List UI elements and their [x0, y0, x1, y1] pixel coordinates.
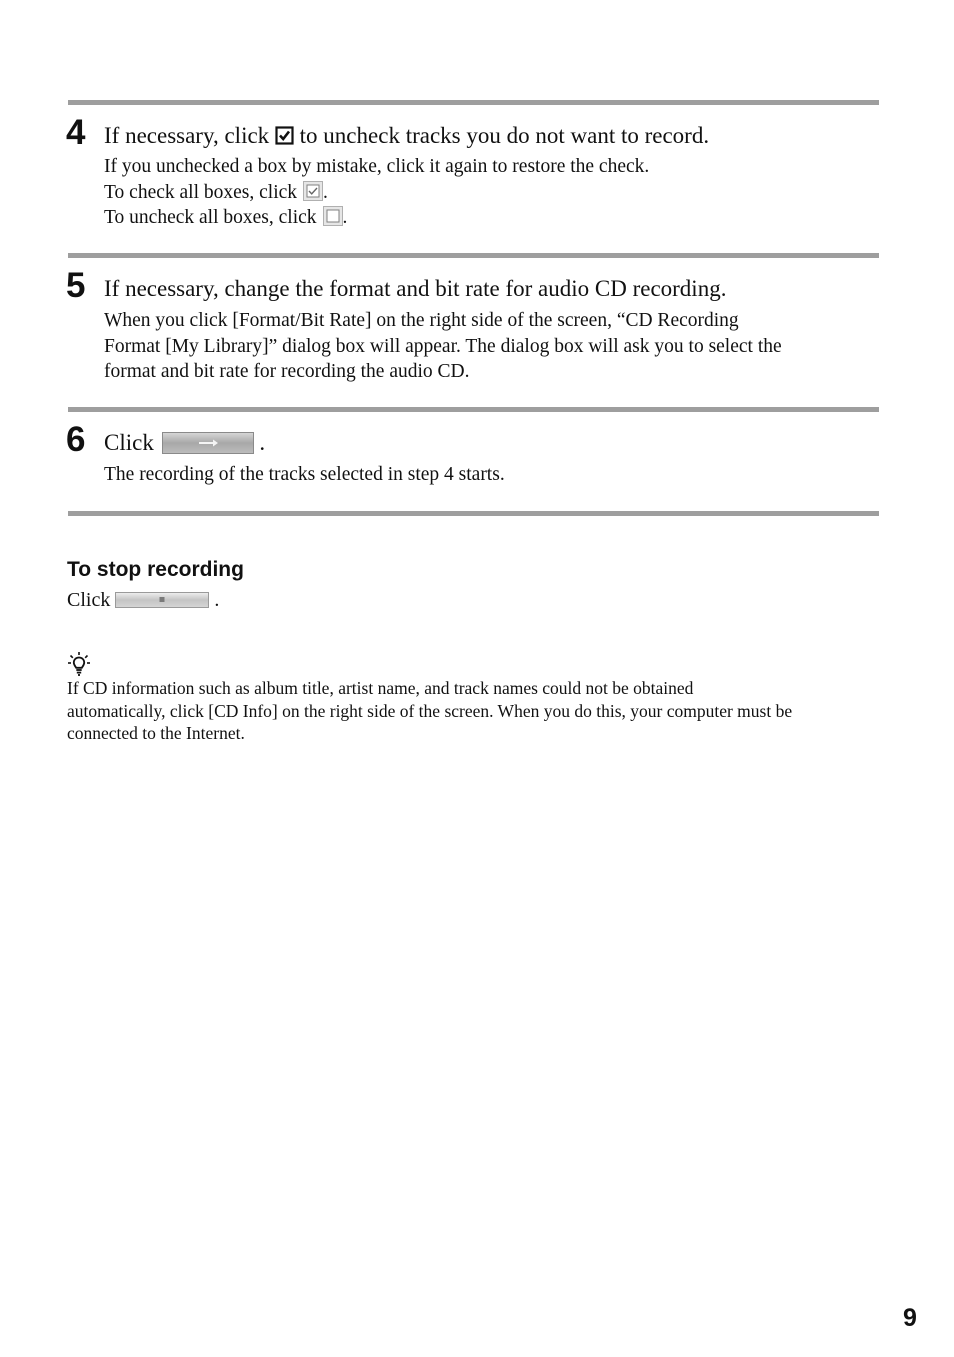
step-6-heading	[104, 429, 265, 457]
lightbulb-hint-icon	[67, 651, 91, 677]
tip-line-3: connected to the Internet.	[67, 723, 245, 744]
step-4-heading	[104, 122, 709, 150]
divider-after-step5	[68, 407, 879, 412]
stop-button-icon[interactable]	[115, 592, 209, 608]
step-5-line-2: Format [My Library]” dialog box will appear. The dialog box will ask you to select the	[104, 335, 782, 357]
step-6-heading-click: Click	[104, 430, 154, 455]
step-4-line-2: To check all boxes, click .	[104, 181, 328, 203]
step-4-number: 4	[66, 113, 86, 152]
tip-line-1: If CD information such as album title, artist name, and track names could not be obtained	[67, 678, 694, 698]
stop-period: .	[214, 589, 220, 611]
stop-click-text: Click	[67, 589, 111, 611]
step-5-line-3: format and bit rate for recording the audio CD.	[104, 361, 470, 382]
check-all-icon[interactable]	[303, 181, 323, 201]
step-5-line-1: When you click [Format/Bit Rate] on the right side of the screen, “CD Recording	[104, 310, 739, 331]
step-5-number: 5	[66, 266, 86, 305]
step-5-heading: If necessary, change the format and bit rate for audio CD recording.	[104, 276, 727, 301]
step-6-number: 6	[66, 420, 86, 459]
step-4-line-1: If you unchecked a box by mistake, click it again to restore the check.	[104, 156, 650, 177]
step-6-body	[104, 462, 879, 488]
tip-line-2: automatically, click [CD Info] on the right side of the screen. When you do this, your computer must be	[67, 700, 793, 721]
page-number: 9	[903, 1304, 917, 1332]
step-4-heading-text-after: to uncheck tracks you do not want to record.	[299, 123, 710, 148]
tip-text	[67, 677, 879, 745]
step-4-line-3: To uncheck all boxes, click .	[104, 207, 348, 228]
start-record-button-icon[interactable]	[162, 432, 254, 454]
checked-box-icon[interactable]	[275, 126, 294, 145]
step-6-line-1: The recording of the tracks selected in step 4 starts.	[104, 464, 505, 485]
divider-top	[68, 100, 879, 105]
step-5-body	[104, 308, 879, 385]
step-4-heading-text-before: If necessary, click	[104, 123, 270, 148]
divider-after-step6	[68, 511, 879, 516]
step-4-body	[104, 154, 879, 231]
stop-recording-instruction	[67, 587, 219, 613]
uncheck-all-icon[interactable]	[323, 206, 343, 226]
step-6-heading-period: .	[259, 430, 266, 455]
divider-after-step4	[68, 253, 879, 258]
stop-recording-heading: To stop recording	[67, 558, 244, 581]
